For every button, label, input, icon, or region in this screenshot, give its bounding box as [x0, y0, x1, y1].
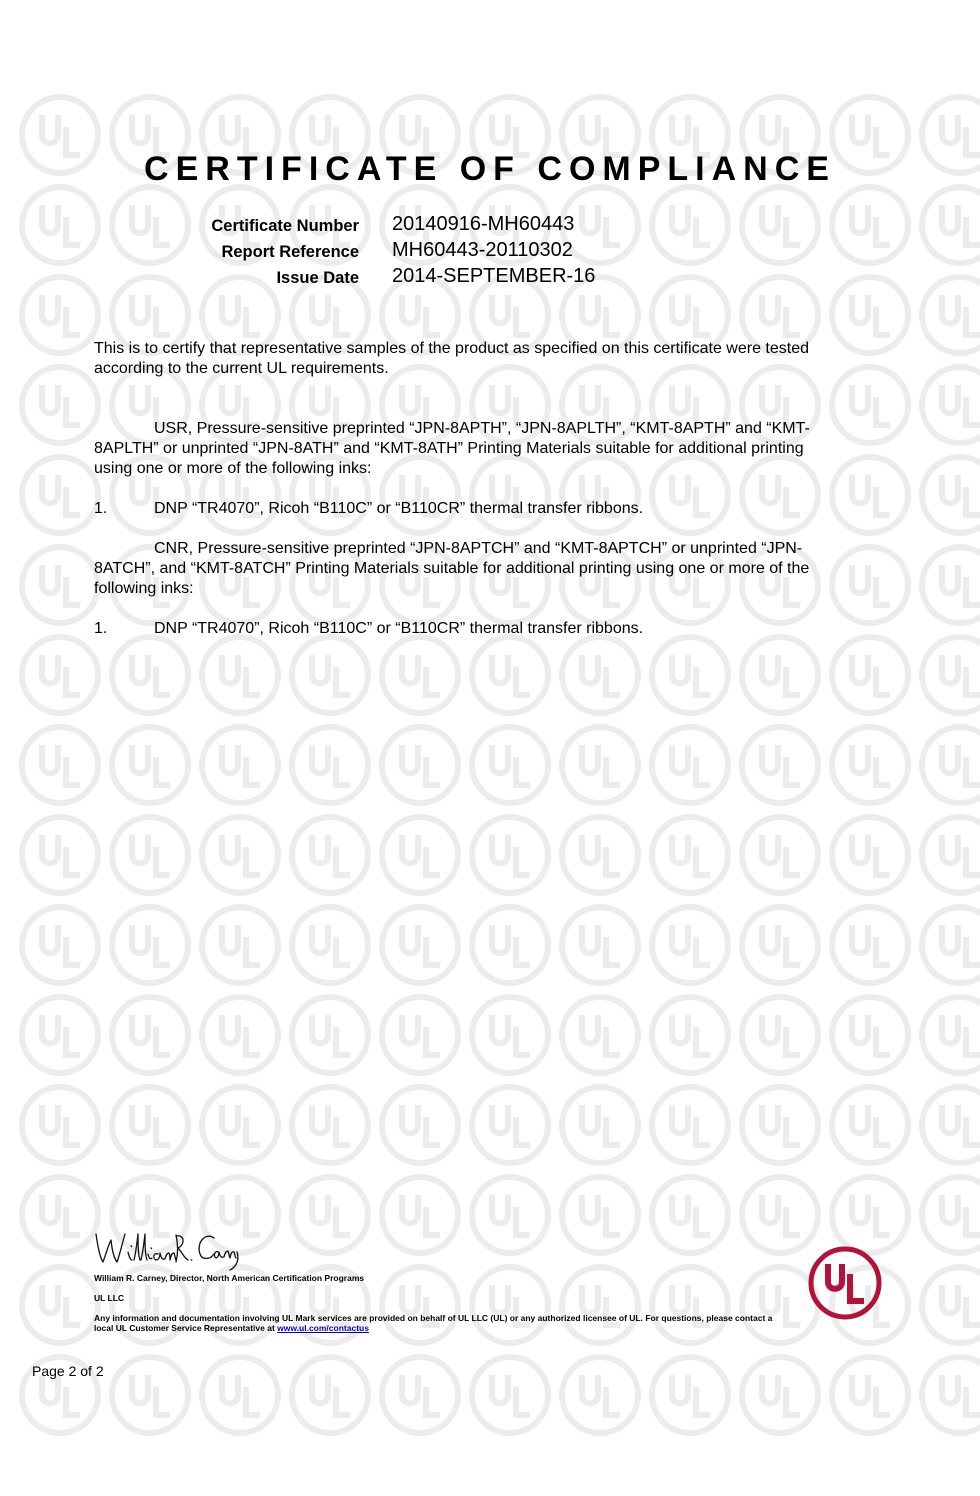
handwritten-signature [92, 1222, 242, 1272]
ul-logo [808, 1246, 882, 1320]
organization-name: UL LLC [94, 1293, 125, 1303]
issue-date-row [0, 265, 980, 291]
certificate-number-value: 20140916-MH60443 [392, 213, 575, 235]
ul-logo-mark [828, 1264, 864, 1301]
disclaimer-text [94, 1313, 794, 1333]
usr-paragraph [94, 419, 890, 479]
usr-line: 8APLTH” or unprinted “JPN-8ATH” and “KMT-8ATH” Printing Materials suitable for additional printing [94, 440, 804, 457]
cnr-line: 8ATCH”, and “KMT-8ATCH” Printing Materials suitable for additional printing using one or more of the [94, 560, 810, 577]
certificate-title: CERTIFICATE OF COMPLIANCE [144, 150, 836, 188]
cnr-line: following inks: [94, 580, 194, 597]
signer-name: William R. Carney, Director, North American Certification Programs [94, 1273, 365, 1283]
report-reference-value: MH60443-20110302 [392, 239, 573, 261]
cnr-paragraph [94, 539, 890, 599]
usr-ink-item [94, 499, 643, 519]
issue-date-value: 2014-SEPTEMBER-16 [392, 265, 596, 287]
cnr-ink-item [94, 619, 643, 639]
ul-logo-ring [811, 1249, 879, 1317]
report-reference-label: Report Reference [221, 243, 359, 261]
issue-date-label: Issue Date [276, 269, 359, 287]
certificate-number-row [0, 213, 980, 239]
report-reference-row [0, 239, 980, 265]
contact-us-link[interactable]: www.ul.com/contactus [277, 1323, 369, 1333]
intro-line: This is to certify that representative samples of the product as specified on this certificate were tested [94, 340, 810, 357]
list-item-text: DNP “TR4070”, Ricoh “B110C” or “B110CR” thermal transfer ribbons. [154, 620, 644, 637]
certificate-number-label: Certificate Number [211, 217, 359, 235]
usr-line: using one or more of the following inks: [94, 460, 372, 477]
cnr-line: CNR, Pressure-sensitive preprinted “JPN-8APTCH” and “KMT-8APTCH” or unprinted “JPN- [154, 540, 803, 557]
disclaimer-body: Any information and documentation involving UL Mark services are provided on behalf of UL LLC (UL) or any authorized licensee of UL. For questions, please contact a local UL Customer Service Representative at [94, 1313, 773, 1333]
page-number: Page 2 of 2 [32, 1363, 104, 1379]
list-item-text: DNP “TR4070”, Ricoh “B110C” or “B110CR” thermal transfer ribbons. [154, 500, 644, 517]
list-number: 1. [94, 620, 108, 637]
list-number: 1. [94, 500, 108, 517]
usr-line: USR, Pressure-sensitive preprinted “JPN-8APTH”, “JPN-8APLTH”, “KMT-8APTH” and “KMT- [154, 420, 810, 437]
intro-line: according to the current UL requirements. [94, 360, 389, 377]
intro-paragraph [94, 339, 890, 379]
